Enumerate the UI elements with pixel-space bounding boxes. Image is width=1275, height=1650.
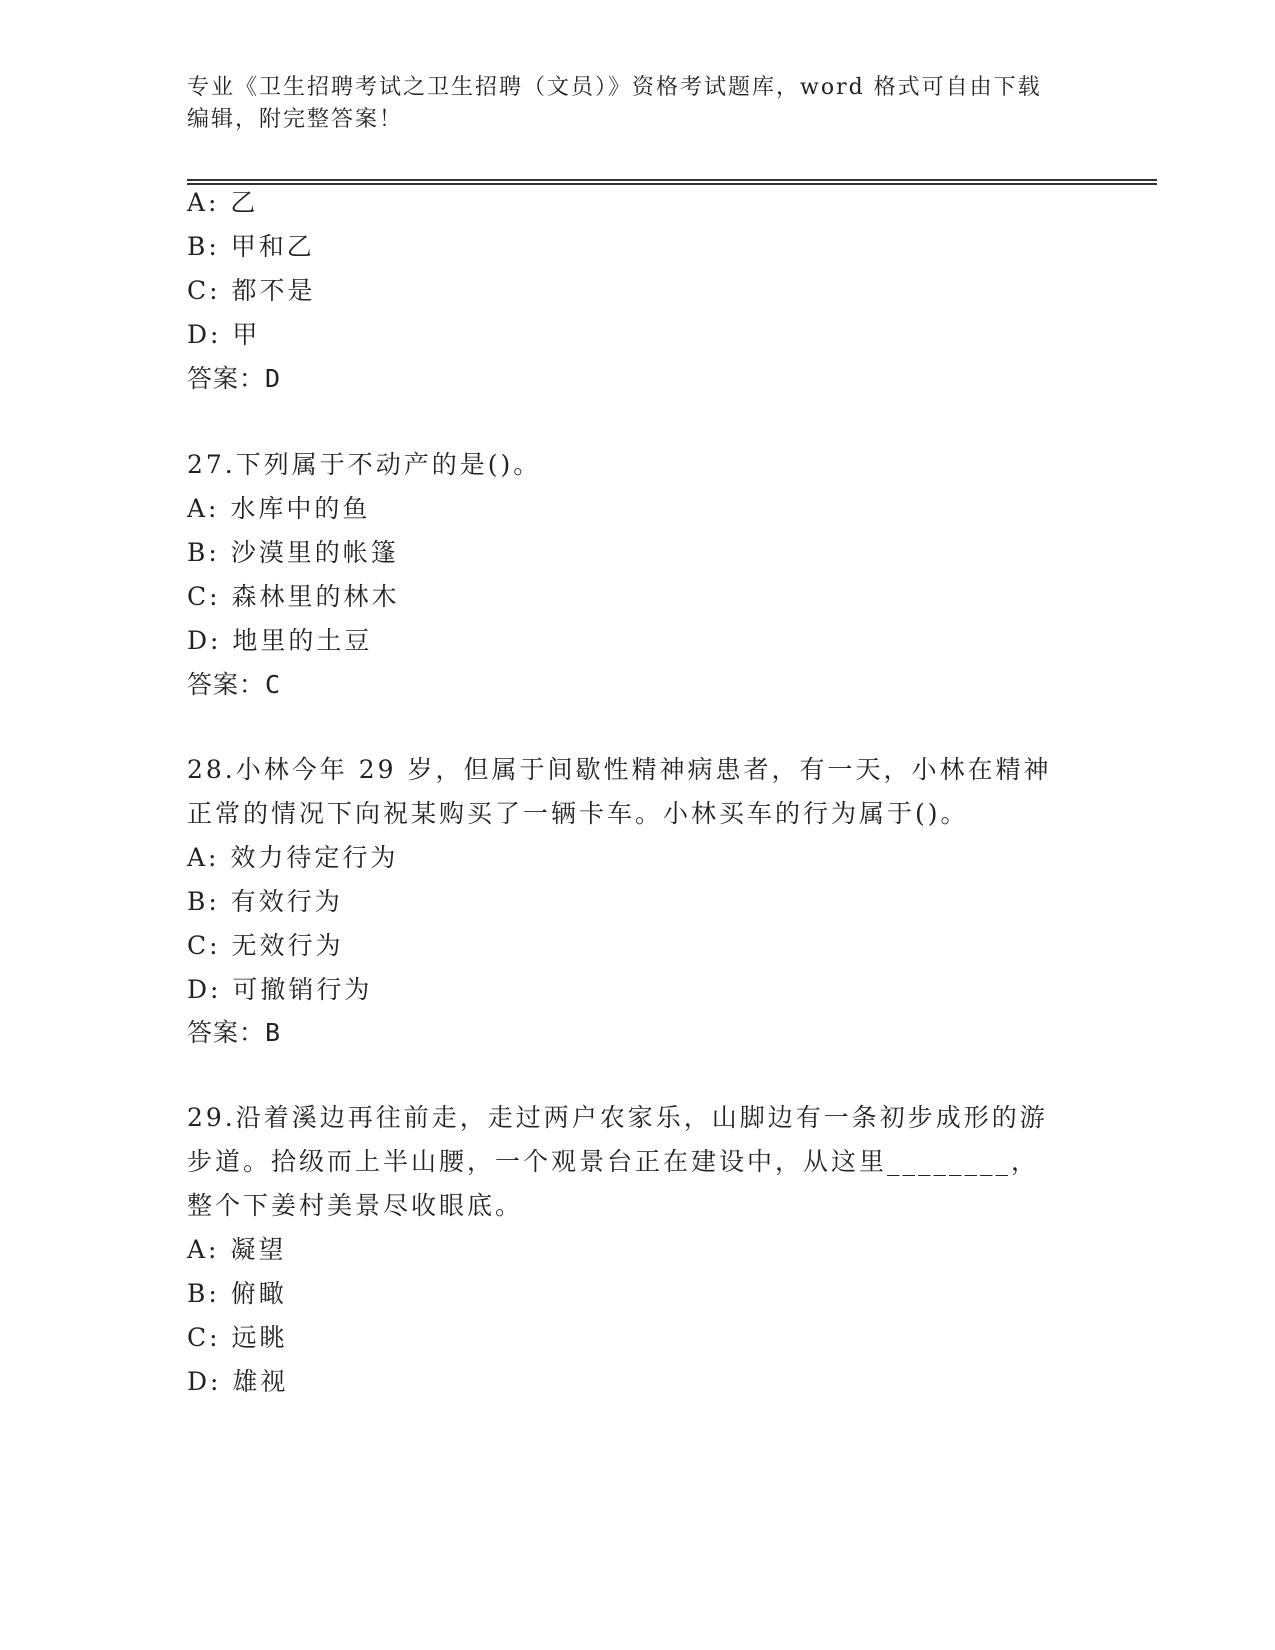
q29-option-b: B: 俯瞰	[187, 1279, 287, 1308]
q29-option-a: A: 凝望	[187, 1235, 287, 1264]
q28-stem-line-2: 正常的情况下向祝某购买了一辆卡车。小林买车的行为属于()。	[187, 799, 969, 828]
q26-option-c: C: 都不是	[187, 276, 316, 305]
answer-value: D	[265, 364, 282, 393]
q27-option-a: A: 水库中的鱼	[187, 494, 371, 523]
q29-stem-line-3: 整个下姜村美景尽收眼底。	[187, 1191, 524, 1220]
q26-option-b: B: 甲和乙	[187, 232, 315, 261]
header-line-2: 编辑，附完整答案！	[187, 107, 404, 132]
q28-option-d: D: 可撤销行为	[187, 975, 373, 1004]
answer-value: C	[265, 670, 282, 699]
header-divider-bottom	[187, 183, 1157, 185]
answer-value: B	[265, 1018, 282, 1047]
q26-option-a: A: 乙	[187, 188, 259, 217]
q27-option-c: C: 森林里的林木	[187, 582, 400, 611]
q26-answer	[187, 364, 281, 394]
q28-option-a: A: 效力待定行为	[187, 843, 399, 872]
q26-option-d: D: 甲	[187, 320, 261, 349]
header-divider-top	[187, 179, 1157, 181]
q28-answer	[187, 1018, 281, 1048]
q29-option-c: C: 远眺	[187, 1323, 288, 1352]
answer-label: 答案：	[187, 670, 266, 699]
q27-answer	[187, 670, 281, 700]
answer-label: 答案：	[187, 1018, 266, 1047]
q28-option-b: B: 有效行为	[187, 887, 343, 916]
q28-stem-line-1: 28.小林今年 29 岁，但属于间歇性精神病患者，有一天，小林在精神	[187, 755, 1052, 784]
q29-stem-line-1: 29.沿着溪边再往前走，走过两户农家乐，山脚边有一条初步成形的游	[187, 1103, 1048, 1132]
q27-stem: 27.下列属于不动产的是()。	[187, 450, 542, 479]
q27-option-d: D: 地里的土豆	[187, 626, 373, 655]
q29-stem-line-2: 步道。拾级而上半山腰，一个观景台正在建设中，从这里________，	[187, 1147, 1040, 1176]
answer-label: 答案：	[187, 364, 266, 393]
q28-option-c: C: 无效行为	[187, 931, 344, 960]
document-header	[187, 72, 1087, 136]
q27-option-b: B: 沙漠里的帐篷	[187, 538, 399, 567]
header-line-1: 专业《卫生招聘考试之卫生招聘（文员）》资格考试题库，word 格式可自由下载	[187, 75, 1042, 100]
q29-option-d: D: 雄视	[187, 1367, 289, 1396]
